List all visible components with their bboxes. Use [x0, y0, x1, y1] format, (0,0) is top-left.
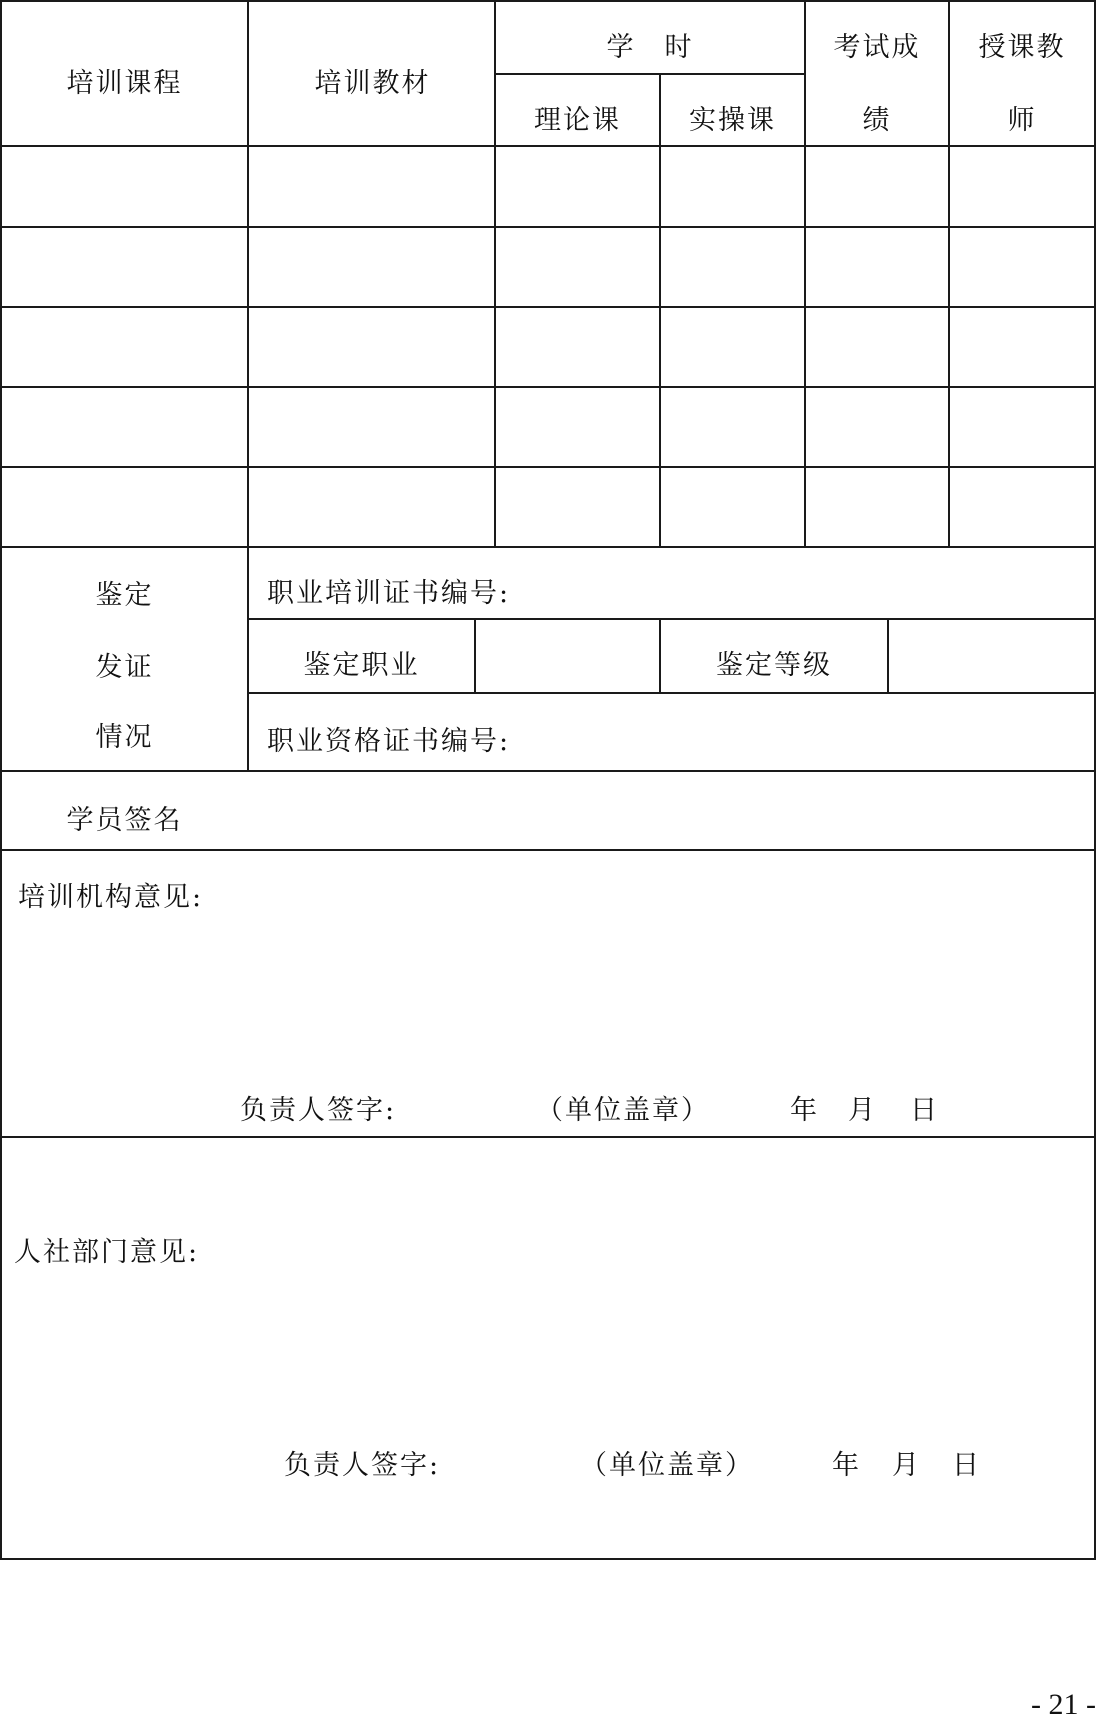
theory-hours-cell[interactable] [496, 308, 659, 386]
teacher-cell[interactable] [950, 147, 1094, 226]
cert-side-label-2: 发证 [95, 652, 154, 683]
hr-opinion-field[interactable] [2, 1280, 1094, 1440]
theory-hours-cell[interactable] [496, 228, 659, 306]
appraisal-level-field[interactable] [889, 620, 1094, 692]
hr-signature-label: 负责人签字: [284, 1450, 441, 1481]
course-cell[interactable] [2, 147, 247, 226]
header-hours: 学 时 [606, 32, 694, 63]
practice-hours-cell[interactable] [661, 308, 804, 386]
qualification-cert-number-label: 职业资格证书编号: [267, 726, 511, 757]
teacher-cell[interactable] [950, 308, 1094, 386]
cert-side-label-1: 鉴定 [95, 580, 154, 611]
hr-opinion-label: 人社部门意见: [14, 1237, 200, 1268]
practice-hours-cell[interactable] [661, 468, 804, 546]
qualification-cert-number-field[interactable] [520, 694, 1094, 770]
institution-signature-label: 负责人签字: [240, 1095, 397, 1126]
table-border-top [0, 0, 1096, 2]
theory-hours-cell[interactable] [496, 388, 659, 466]
course-cell[interactable] [2, 308, 247, 386]
institution-opinion-field[interactable] [2, 920, 1094, 1080]
appraisal-occupation-field[interactable] [476, 620, 659, 692]
appraisal-level-label: 鉴定等级 [716, 650, 832, 681]
textbook-cell[interactable] [249, 147, 494, 226]
hours-divider [494, 73, 804, 75]
exam-score-cell[interactable] [806, 308, 948, 386]
cert-side-label-3: 情况 [95, 722, 154, 753]
textbook-cell[interactable] [249, 308, 494, 386]
hr-month-label: 月 [892, 1450, 921, 1481]
header-theory: 理论课 [534, 105, 621, 136]
appraisal-occupation-label: 鉴定职业 [303, 650, 420, 681]
theory-hours-cell[interactable] [496, 147, 659, 226]
hr-seal-label: （单位盖章） [580, 1450, 754, 1481]
header-teacher-line2: 师 [1007, 105, 1037, 136]
practice-hours-cell[interactable] [661, 388, 804, 466]
header-exam-line1: 考试成 [833, 32, 921, 63]
teacher-cell[interactable] [950, 468, 1094, 546]
student-signature-field[interactable] [249, 772, 1094, 849]
header-exam-line2: 绩 [862, 105, 892, 136]
row-divider [0, 849, 1096, 851]
textbook-cell[interactable] [249, 388, 494, 466]
table-border-bottom [0, 1558, 1096, 1560]
header-practice: 实操课 [689, 105, 776, 136]
exam-score-cell[interactable] [806, 147, 948, 226]
hr-year-label: 年 [832, 1450, 861, 1481]
page-number: - 21 - [1031, 1688, 1096, 1721]
table-border-right [1094, 0, 1096, 1560]
textbook-cell[interactable] [249, 468, 494, 546]
institution-day-label: 日 [910, 1095, 939, 1126]
header-course: 培训课程 [66, 68, 183, 99]
row-divider [0, 1136, 1096, 1138]
header-teacher-line1: 授课教 [978, 32, 1066, 63]
exam-score-cell[interactable] [806, 228, 948, 306]
training-cert-number-label: 职业培训证书编号: [267, 578, 511, 609]
header-textbook: 培训教材 [314, 68, 431, 99]
hr-day-label: 日 [952, 1450, 981, 1481]
practice-hours-cell[interactable] [661, 147, 804, 226]
student-signature-label: 学员签名 [66, 805, 183, 836]
course-cell[interactable] [2, 468, 247, 546]
teacher-cell[interactable] [950, 388, 1094, 466]
teacher-cell[interactable] [950, 228, 1094, 306]
course-cell[interactable] [2, 228, 247, 306]
exam-score-cell[interactable] [806, 388, 948, 466]
exam-score-cell[interactable] [806, 468, 948, 546]
institution-opinion-label: 培训机构意见: [18, 882, 204, 913]
institution-seal-label: （单位盖章） [536, 1095, 710, 1126]
training-cert-number-field[interactable] [520, 548, 1094, 618]
course-cell[interactable] [2, 388, 247, 466]
textbook-cell[interactable] [249, 228, 494, 306]
theory-hours-cell[interactable] [496, 468, 659, 546]
institution-month-label: 月 [848, 1095, 877, 1126]
institution-year-label: 年 [790, 1095, 819, 1126]
practice-hours-cell[interactable] [661, 228, 804, 306]
